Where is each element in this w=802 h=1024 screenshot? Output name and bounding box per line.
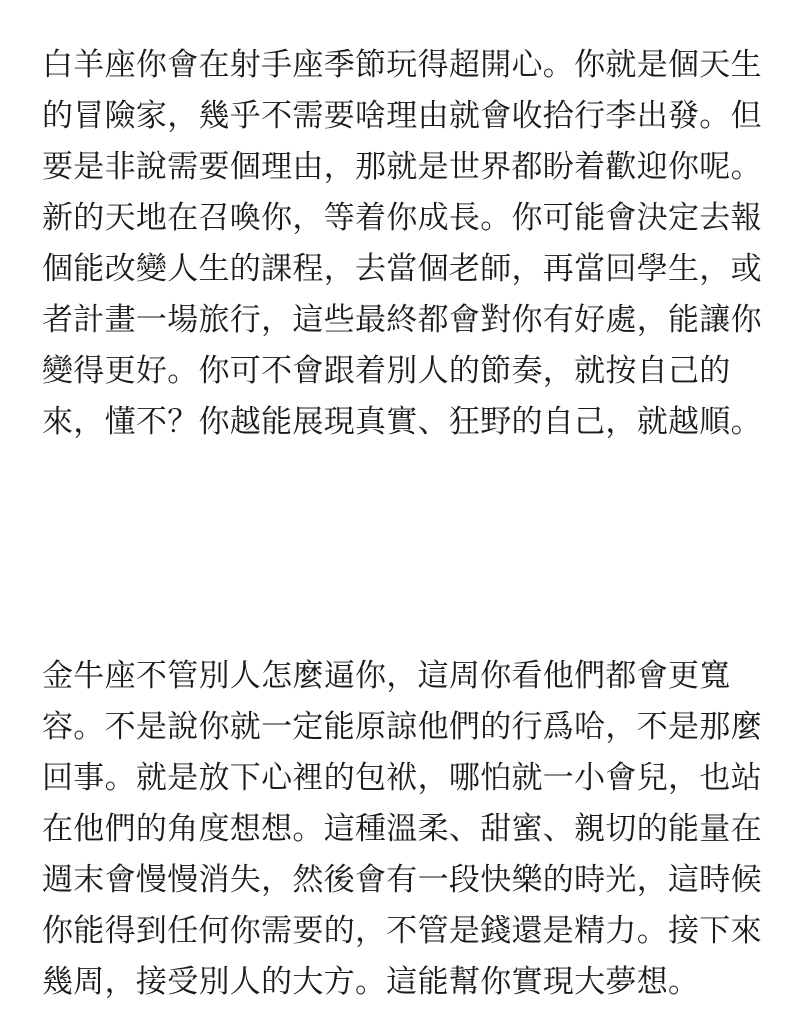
text-line: 在他們的角度想想。這種溫柔、甜蜜、親切的能量在 [42, 811, 762, 847]
text-line: 的冒險家，幾乎不需要啥理由就會收拾行李出發。但 [42, 98, 762, 134]
text-line: 回事。就是放下心裡的包袱，哪怕就一小會兒，也站 [42, 760, 762, 796]
text-line: 個能改變人生的課程，去當個老師，再當回學生，或 [42, 251, 762, 287]
text-line: 新的天地在召喚你，等着你成長。你可能會決定去報 [42, 200, 762, 236]
text-line: 要是非說需要個理由，那就是世界都盼着歡迎你呢。 [42, 149, 762, 185]
text-line: 金牛座不管別人怎麼逼你，這周你看他們都會更寬 [42, 658, 731, 694]
text-line: 變得更好。你可不會跟着別人的節奏，就按自己的 [42, 353, 731, 389]
text-line: 者計畫一場旅行，這些最終都會對你有好處，能讓你 [42, 302, 762, 338]
text-line: 容。不是說你就一定能原諒他們的行爲哈，不是那麼 [42, 709, 762, 745]
text-line: 白羊座你會在射手座季節玩得超開心。你就是個天生 [42, 47, 762, 83]
text-line: 來，懂不？你越能展現真實、狂野的自己，就越順。 [42, 404, 762, 440]
text-line: 幾周，接受別人的大方。這能幫你實現大夢想。 [42, 964, 700, 1000]
text-line: 你能得到任何你需要的，不管是錢還是精力。接下來 [42, 913, 762, 949]
text-line: 週末會慢慢消失，然後會有一段快樂的時光，這時候 [42, 862, 762, 898]
aries-paragraph [42, 40, 762, 448]
taurus-paragraph [42, 651, 762, 1008]
